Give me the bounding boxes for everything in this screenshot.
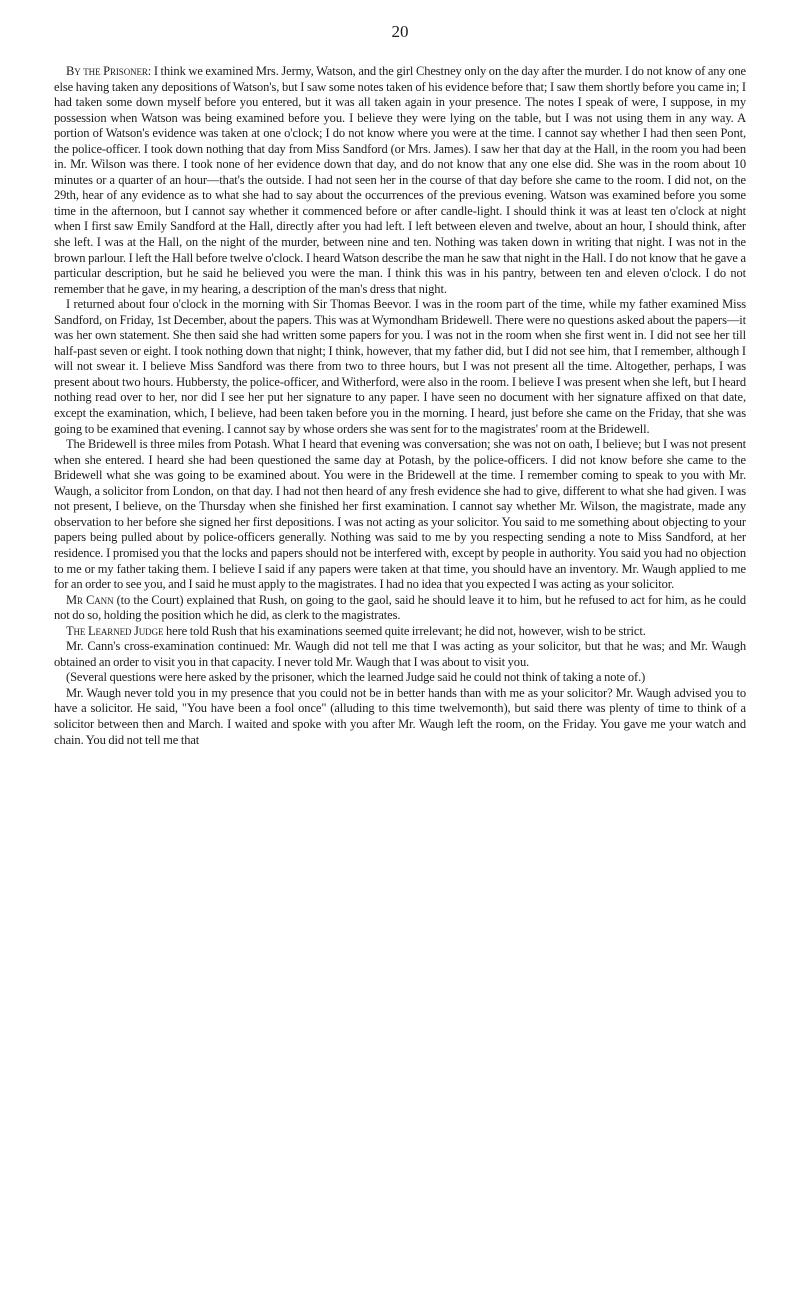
paragraph: [54, 297, 746, 437]
paragraph-text: (to the Court) explained that Rush, on going to the gaol, said he should leave it to him, but he refused to act for him, as he could not do so, holding the position which he did, as clerk to the magistrates.: [54, 592, 746, 623]
paragraph-text: I returned about four o'clock in the morning with Sir Thomas Beevor. I was in the room part of the time, while my father examined Miss Sandford, on Friday, 1st December, about the papers. This was at Wymondham Bridewell. There were no questions asked about the papers—it was her own statement. She then said she had written some papers for you. I was not in the room when she first went in. I did not see her till half-past seven or eight. I took nothing down that night; I think, however, that my father did, but I did not see him, that I remember, although I will not swear it. I believe Miss Sandford was there from two to three hours, but I was not present all the time. Altogether, perhaps, I was present about two hours. Hubbersty, the police-officer, and Witherford, were also in the room. I believe I was present when she left, but I heard nothing read over to her, nor did I see her put her signature to any paper. I have seen no document with her signature affixed on that date, except the examination, which, I believe, had been taken before you in the morning. I heard, just before she came on the Friday, that she was going to be examined that evening. I cannot say by whose orders she was sent for to the magistrates' room at the Bridewell.: [54, 297, 746, 436]
paragraph-text: Mr. Waugh never told you in my presence that you could not be in better hands than with me as your solicitor? Mr. Waugh advised you to have a solicitor. He said, "You have been a fool once" (alluding to this time twelvemonth), but said there was plenty of time to think of a solicitor between then and March. I waited and spoke with you after Mr. Waugh left the room, on the Friday. You gave me your watch and chain. You did not tell me that: [54, 685, 746, 747]
paragraph: [54, 64, 746, 297]
paragraph: [54, 686, 746, 748]
paragraph: [54, 670, 746, 686]
paragraph-text: here told Rush that his examinations seemed quite irrelevant; he did not, however, wish to be strict.: [163, 623, 646, 638]
page-number: 20: [391, 22, 409, 41]
paragraph-text: Mr. Cann's cross-examination continued: Mr. Waugh did not tell me that I was acting as your solicitor, but that he was; and Mr. Waugh obtained an order to visit you in that capacity. I never told Mr. Waugh that I was about to visit you.: [54, 639, 746, 669]
speaker-label: Mr Cann: [66, 592, 114, 607]
speaker-label: The Learned Judge: [66, 623, 164, 638]
paragraph: [54, 593, 746, 624]
paragraph: [54, 437, 746, 592]
document-body: [54, 64, 746, 748]
paragraph-text: : I think we examined Mrs. Jermy, Watson, and the girl Chestney only on the day after the murder. I do not know of any one else having taken any depositions of Watson's, but I saw some notes taken of his evidence before that; I saw them shortly before you came in; I had taken some down myself before you entered, but it was all taken again in your presence. The notes I speak of were, I suppose, in my possession when Watson was being examined before you. I believe they were lying on the table, but I was not using them in any way. A portion of Watson's evidence was taken at one o'clock; I do not know where you were at the time. I cannot say whether I had then seen Pont, the police-officer. I took down nothing that day from Miss Sandford (or Mrs. James). I saw her that day at the Hall, in the room you had been in. Mr. Wilson was there. I took none of her evidence down that day, and do not know that any one else did. She was in the room about 10 minutes or a quarter of an hour—that's the outside. I had not seen her in the course of that day before she came to the room. I did not, on the 29th, hear of any evidence as to what she had to say about the occurrences of the previous evening. Watson was examined before you some time in the afternoon, but I cannot say whether it commenced before or after candle-light. I should think it was at least ten o'clock at night when I first saw Emily Sandford at the Hall, directly after you had left. I left between eleven and twelve, about an hour, I should think, after she left. I was at the Hall, on the night of the murder, between nine and ten. Nothing was taken down in writing that night. I was not in the brown parlour. I left the Hall before twelve o'clock. I heard Watson describe the man he saw that night in the Hall. I do not know that he gave a particular description, but he said he believed you were the man. I think this was in his pantry, between ten and eleven o'clock. I do not remember that he gave, in my hearing, a description of the man's dress that night.: [54, 64, 746, 296]
paragraph: [54, 624, 746, 640]
speaker-label: By the Prisoner: [66, 64, 148, 78]
paragraph-text: The Bridewell is three miles from Potash. What I heard that evening was conversation; she was not on oath, I believe; but I was not present when she entered. I heard she had been questioned the same day at Potash, by the police-officers. I did not know before she came to the Bridewell what she was going to be examined about. You were in the Bridewell at the time. I remember coming to speak to you with Mr. Waugh, a solicitor from London, on that day. I had not then heard of any fresh evidence she had to give, different to what she had given. I was not present, I believe, on the Thursday when she finished her first examination. I cannot say whether Mr. Wilson, the magistrate, made any observation to her before she signed her first depositions. I was not acting as your solicitor. You said to me something about objecting to your papers being pulled about by police-officers generally. Nothing was said to me by you respecting sending a note to Miss Sandford, at her residence. I promised you that the locks and papers should not be interfered with, except by people in authority. You said you had no objection to me or my father taking them. I believe I said if any papers were taken at that time, you should have an inventory. Mr. Waugh applied to me for an order to see you, and I said he must apply to the magistrates. I had no idea that you expected I was acting as your solicitor.: [54, 437, 746, 592]
paragraph: [54, 639, 746, 670]
paragraph-text: (Several questions were here asked by the prisoner, which the learned Judge said he could not think of taking a note of.): [66, 670, 646, 685]
